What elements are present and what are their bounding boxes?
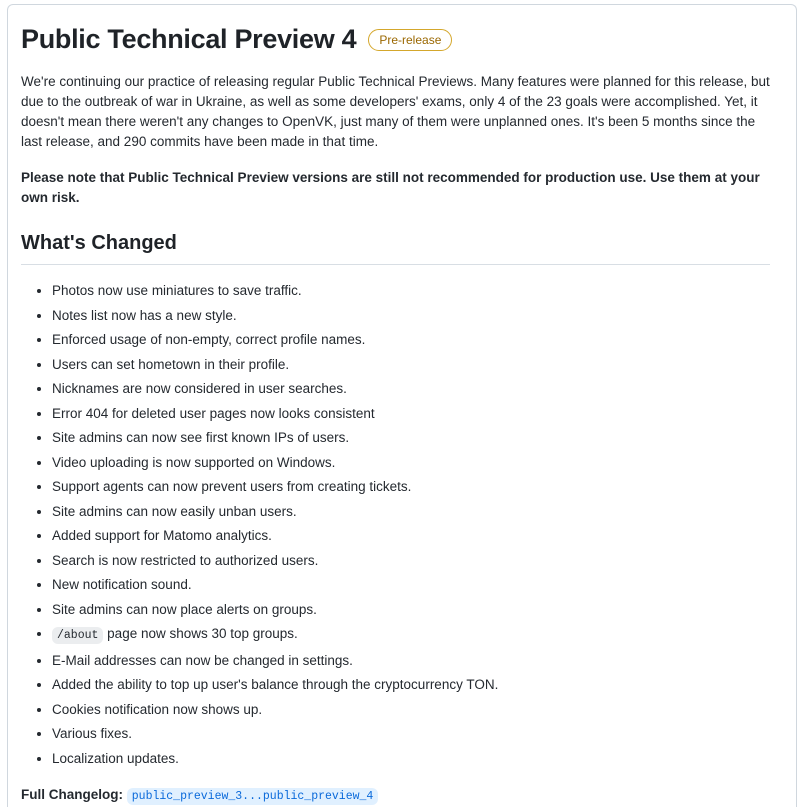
release-title: Public Technical Preview 4	[21, 24, 357, 54]
change-item: • Error 404 for deleted user pages now looks consistent	[52, 404, 770, 424]
whats-changed-heading: What's Changed	[21, 232, 770, 265]
about-path-code: /about	[52, 627, 103, 644]
full-changelog-label: Full Changelog:	[21, 786, 123, 802]
release-warning-paragraph: Please note that Public Technical Preview versions are still not recommended for production use. Use them at your own risk.	[21, 170, 760, 205]
change-item: • Enforced usage of non-empty, correct profile names.	[52, 330, 770, 350]
change-item: • Support agents can now prevent users from creating tickets.	[52, 477, 770, 497]
full-changelog-line	[21, 785, 770, 807]
change-item: • Users can set hometown in their profile.	[52, 355, 770, 375]
release-intro-paragraph: We're continuing our practice of releasing regular Public Technical Previews. Many features were planned for this release, but due to the outbreak of war in Ukraine, as well as some developers' exams, only 4 of the 23 goals were accomplished. Yet, it doesn't mean there weren't any changes to OpenVK, just many of them were unplanned ones. It's been 5 months since the last release, and 290 commits have been made in that time.	[21, 74, 770, 149]
change-item: • Search is now restricted to authorized users.	[52, 551, 770, 571]
change-item-text: page now shows 30 top groups.	[103, 626, 298, 641]
change-item: • Various fixes.	[52, 724, 770, 744]
changes-list	[21, 281, 770, 769]
change-item: • Added support for Matomo analytics.	[52, 526, 770, 546]
change-item: • Site admins can now easily unban users.	[52, 502, 770, 522]
change-item: • E-Mail addresses can now be changed in settings.	[52, 651, 770, 671]
change-item: • Photos now use miniatures to save traffic.	[52, 281, 770, 301]
change-item: • Notes list now has a new style.	[52, 306, 770, 326]
change-item: • Nicknames are now considered in user searches.	[52, 379, 770, 399]
release-card	[7, 4, 797, 807]
change-item: • Localization updates.	[52, 749, 770, 769]
release-header	[21, 24, 770, 55]
change-item: • Video uploading is now supported on Windows.	[52, 453, 770, 473]
change-item-about	[52, 624, 770, 646]
prerelease-badge: Pre-release	[368, 29, 452, 51]
change-item: • New notification sound.	[52, 575, 770, 595]
change-item: • Site admins can now see first known IPs of users.	[52, 428, 770, 448]
change-item: • Site admins can now place alerts on groups.	[52, 600, 770, 620]
compare-range-code: public_preview_3...public_preview_4	[127, 788, 379, 805]
change-item: • Added the ability to top up user's balance through the cryptocurrency TON.	[52, 675, 770, 695]
change-item: • Cookies notification now shows up.	[52, 700, 770, 720]
full-changelog-link[interactable]	[127, 787, 379, 802]
